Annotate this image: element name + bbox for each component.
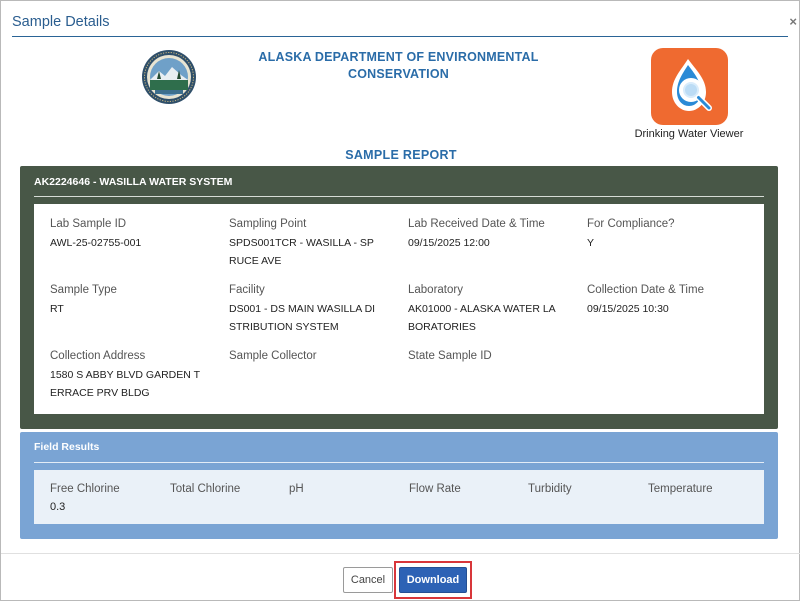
field-value: DS001 - DS MAIN WASILLA DI STRIBUTION SYSTEM — [229, 303, 376, 333]
download-button[interactable]: Download — [399, 567, 467, 593]
field-state-sample-id — [408, 348, 568, 366]
field-value: RT — [50, 303, 64, 315]
field-label: Sample Type — [50, 284, 117, 296]
field-value: SPDS001TCR - WASILLA - SP RUCE AVE — [229, 237, 374, 267]
field-facility — [229, 282, 389, 336]
value-free-chlorine: 0.3 — [50, 501, 66, 513]
sample-info-panel — [20, 166, 778, 429]
modal-title: Sample Details — [12, 14, 110, 30]
field-value: 09/15/2025 10:30 — [587, 303, 669, 315]
field-label: Facility — [229, 284, 265, 296]
field-results-heading: Field Results — [34, 441, 100, 453]
water-drop-magnifier-icon — [651, 48, 728, 125]
cancel-button[interactable]: Cancel — [343, 567, 393, 593]
field-value: AK01000 - ALASKA WATER LA BORATORIES — [408, 303, 556, 333]
field-results-grid — [34, 470, 764, 524]
field-value: Y — [587, 237, 595, 249]
divider — [34, 196, 764, 197]
field-label: Collection Address — [50, 350, 146, 362]
field-label: Lab Sample ID — [50, 218, 127, 230]
field-value: AWL-25-02755-001 — [50, 237, 142, 249]
field-label: Sample Collector — [229, 350, 317, 362]
agency-name-line2: CONSERVATION — [347, 67, 450, 81]
report-title: SAMPLE REPORT — [345, 148, 457, 162]
field-collection-date — [587, 282, 747, 318]
field-sample-type — [50, 282, 210, 318]
footer-divider — [1, 553, 800, 554]
sample-fields-grid — [34, 204, 764, 414]
field-label: Sampling Point — [229, 218, 307, 230]
field-lab-received — [408, 216, 568, 252]
field-value: 09/15/2025 12:00 — [408, 237, 490, 249]
field-sample-collector — [229, 348, 389, 366]
app-name: Drinking Water Viewer — [634, 128, 744, 140]
agency-name — [251, 49, 546, 83]
field-results-panel — [20, 432, 778, 539]
field-label: State Sample ID — [408, 350, 492, 362]
modal-header — [12, 1, 797, 37]
col-temperature: Temperature — [648, 483, 713, 495]
col-flow-rate: Flow Rate — [409, 483, 461, 495]
field-laboratory — [408, 282, 568, 336]
col-total-chlorine: Total Chlorine — [170, 483, 241, 495]
close-icon[interactable]: × — [789, 14, 797, 29]
field-for-compliance — [587, 216, 747, 252]
field-label: Lab Received Date & Time — [408, 218, 545, 230]
field-collection-address — [50, 348, 210, 402]
col-ph: pH — [289, 483, 304, 495]
field-label: Laboratory — [408, 284, 463, 296]
agency-name-line1: ALASKA DEPARTMENT OF ENVIRONMENTAL — [258, 50, 539, 64]
col-turbidity: Turbidity — [528, 483, 572, 495]
field-label: For Compliance? — [587, 218, 675, 230]
divider — [34, 462, 764, 463]
col-free-chlorine: Free Chlorine — [50, 483, 120, 495]
field-label: Collection Date & Time — [587, 284, 704, 296]
field-sampling-point — [229, 216, 389, 270]
state-seal-icon — [141, 49, 197, 105]
system-heading: AK2224646 - WASILLA WATER SYSTEM — [34, 176, 233, 188]
field-value: 1580 S ABBY BLVD GARDEN T ERRACE PRV BLDG — [50, 369, 200, 399]
field-lab-sample-id — [50, 216, 210, 252]
